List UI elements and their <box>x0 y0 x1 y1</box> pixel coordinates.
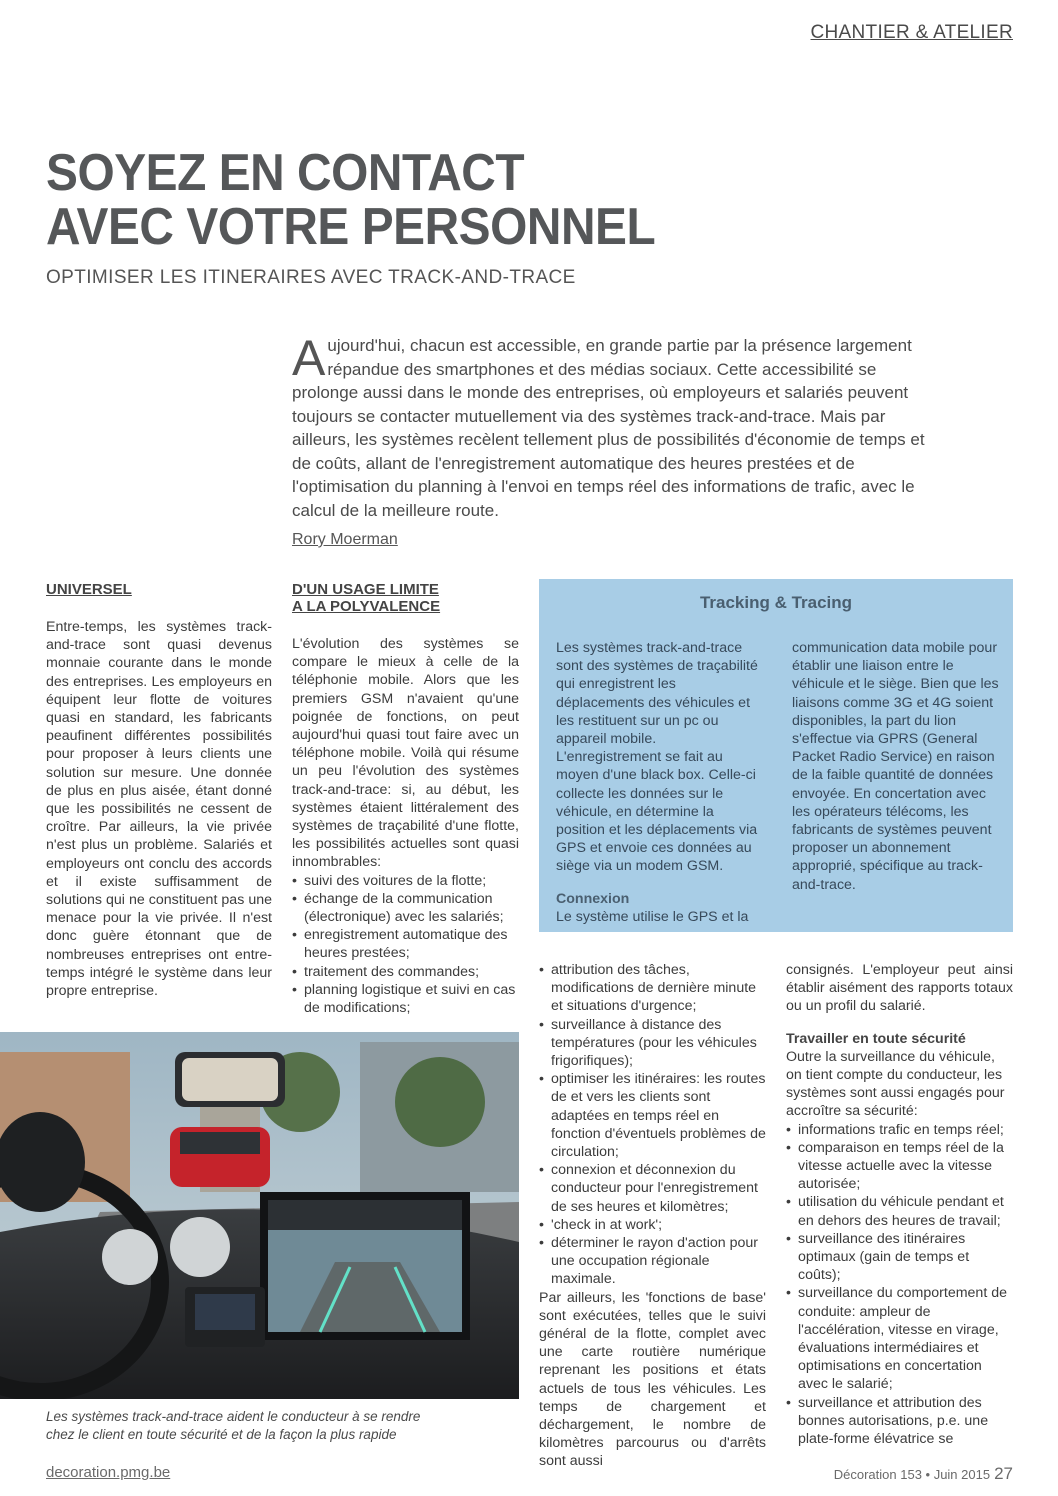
functions-list <box>292 872 519 1018</box>
page-number: 27 <box>994 1464 1013 1483</box>
safety-list <box>786 1121 1013 1449</box>
title-line-2: AVEC VOTRE PERSONNEL <box>46 198 656 256</box>
heading-line-2: A LA POLYVALENCE <box>292 598 441 615</box>
list-item: • attribution des tâches, modifications de dernière minute et situations d'urgence; <box>539 961 766 1016</box>
list-item: • surveillance des itinéraires optimaux (gain de temps et coûts); <box>786 1230 1013 1285</box>
dashboard-photo <box>0 1032 519 1399</box>
tracking-tracing-box <box>539 579 1013 932</box>
caption-line-2: chez le client en toute sécurité et de la façon la plus rapide <box>46 1427 397 1442</box>
functions-list-continued <box>539 961 766 1289</box>
list-item: • échange de la communication (électronique) avec les salariés; <box>292 890 519 926</box>
drop-cap: A <box>292 330 326 386</box>
car-interior-illustration <box>0 1032 519 1399</box>
column-3 <box>539 961 766 1471</box>
box-left-text-2: Le système utilise le GPS et la <box>556 908 749 925</box>
list-item: • traitement des commandes; <box>292 963 519 981</box>
box-subheading: Connexion <box>556 890 630 907</box>
list-item: • 'check in at work'; <box>539 1216 766 1234</box>
issue-text: Décoration 153 • Juin 2015 <box>833 1467 991 1482</box>
list-item: • optimiser les itinéraires: les routes de et vers les clients sont adaptées en temps réel en fonction d'éventuels problèmes de circulation; <box>539 1070 766 1161</box>
list-item: • utilisation du véhicule pendant et en dehors des heures de travail; <box>786 1193 1013 1229</box>
column-4-text: consignés. L'employeur peut ainsi établir aisément des rapports totaux ou un profil du salarié. <box>786 962 1013 1015</box>
heading-securite: Travailler en toute sécurité <box>786 1030 966 1047</box>
list-item: • comparaison en temps réel de la vitesse actuelle avec la vitesse autorisée; <box>786 1139 1013 1194</box>
column-4 <box>786 961 1013 1448</box>
title-line-1: SOYEZ EN CONTACT <box>46 144 525 202</box>
column-universel <box>46 581 272 1000</box>
box-left-column <box>556 639 764 926</box>
heading-universel: UNIVERSEL <box>46 581 132 598</box>
list-item: • enregistrement automatique des heures prestées; <box>292 926 519 962</box>
photo-caption <box>46 1408 420 1444</box>
list-item: • surveillance du comportement de conduite: ampleur de l'accélération, vitesse en virage, évaluations intermédiaires et optimisations en concertation avec le salarié; <box>786 1284 1013 1393</box>
footer-issue-info <box>834 1464 1013 1484</box>
author-byline: Rory Moerman <box>292 531 398 548</box>
list-item: • déterminer le rayon d'action pour une occupation régionale maximale. <box>539 1234 766 1289</box>
intro-paragraph <box>292 330 932 522</box>
box-title: Tracking & Tracing <box>699 593 853 612</box>
heading-polyvalence <box>292 581 519 615</box>
universel-text: Entre-temps, les systèmes track-and-trace sont quasi devenus monnaie courante dans le monde des entreprises. Les employeurs en équipent leur flotte de voitures quasi en standard, les fabricants peaufinent différentes possibilités pour proposer à leurs clients une solution sur mesure. Une donnée de plus en plus aisée, étant donné que les possibilités ne cessent de croître. Par ailleurs, la vie privée n'est plus un problème. Salariés et employeurs ont conclu des accords et il existe suffisamment de solutions qui ne constituent pas une menace pour la vie privée. Il n'est donc guère étonnant que de nombreuses entreprises ont entre-temps intégré le système dans leur propre entreprise. <box>46 619 272 1000</box>
box-right-column <box>792 639 1000 894</box>
list-item: • surveillance et attribution des bonnes autorisations, p.e. une plate-forme élévatrice se <box>786 1394 1013 1449</box>
heading-line-1: D'UN USAGE LIMITE <box>292 581 439 598</box>
footer-website-link[interactable]: decoration.pmg.be <box>46 1464 171 1481</box>
list-item: • suivi des voitures de la flotte; <box>292 872 519 890</box>
list-item: • informations trafic en temps réel; <box>786 1121 1013 1139</box>
polyvalence-text: L'évolution des systèmes se compare le mieux à celle de la téléphonie mobile. Alors que les premiers GSM n'avaient qu'une poignée de fonctions, on peut aujourd'hui quasi tout faire avec un téléphone mobile. Voilà qui résume un peu l'évolution des systèmes track-and-trace: si, au début, les systèmes étaient littéralement des systèmes de traçabilité d'une flotte, les possibilités actuelles sont quasi innombrables: <box>292 636 519 871</box>
box-left-text: Les systèmes track-and-trace sont des systèmes de traçabilité qui enregistrent les déplacements des véhicules et les restituent sur un pc ou appareil mobile. L'enregistrement se fait au moyen d'une black box. Celle-ci collecte les données sur le véhicule, en détermine la position et les déplacements via GPS et envoie ces données au siège via un modem GSM. <box>556 640 758 875</box>
list-item: • connexion et déconnexion du conducteur pour l'enregistrement de ses heures et kilomètres; <box>539 1161 766 1216</box>
list-item: • surveillance à distance des températures (pour les véhicules frigorifiques); <box>539 1016 766 1071</box>
article-title <box>46 146 655 254</box>
column-polyvalence <box>292 581 519 1017</box>
securite-text: Outre la surveillance du véhicule, on tient compte du conducteur, les systèmes sont aussi engagés pour accroître sa sécurité: <box>786 1048 1005 1120</box>
box-right-text: communication data mobile pour établir une liaison entre le véhicule et le siège. Bien que les liaisons comme 3G et 4G soient disponibles, la part du lion s'effectue via GPRS (General Packet Radio Service) en raison de la faible quantité de données envoyée. En concertation avec les opérateurs télécoms, les fabricants de systèmes peuvent proposer un abonnement approprié, spécifique au track-and-trace. <box>792 640 999 893</box>
section-label: CHANTIER & ATELIER <box>810 22 1013 43</box>
column-3-text: Par ailleurs, les 'fonctions de base' sont exécutées, telles que le suivi général de la flotte, complet avec une carte routière numérique reprenant les positions et états actuels de tous les véhicules. Les temps de chargement et déchargement, le nombre de kilomètres parcourus ou d'arrêts sont aussi <box>539 1289 766 1470</box>
intro-text: ujourd'hui, chacun est accessible, en grande partie par la présence largement répandue des smartphones et des médias sociaux. Cette accessibilité se prolonge aussi dans le monde des entreprises, où employeurs et salariés peuvent toujours se contacter mutuellement via des systèmes track-and-trace. Mais par ailleurs, les systèmes recèlent tellement plus de possibilités d'économie de temps et de coûts, allant de l'enregistrement automatique des heures prestées et de l'optimisation du planning à l'envoi en temps réel des informations de trafic, avec le calcul de la meilleure route. <box>292 336 925 520</box>
article-subtitle: OPTIMISER LES ITINERAIRES AVEC TRACK-AND-TRACE <box>46 267 576 288</box>
caption-line-1: Les systèmes track-and-trace aident le conducteur à se rendre <box>46 1409 421 1424</box>
list-item: • planning logistique et suivi en cas de modifications; <box>292 981 519 1017</box>
